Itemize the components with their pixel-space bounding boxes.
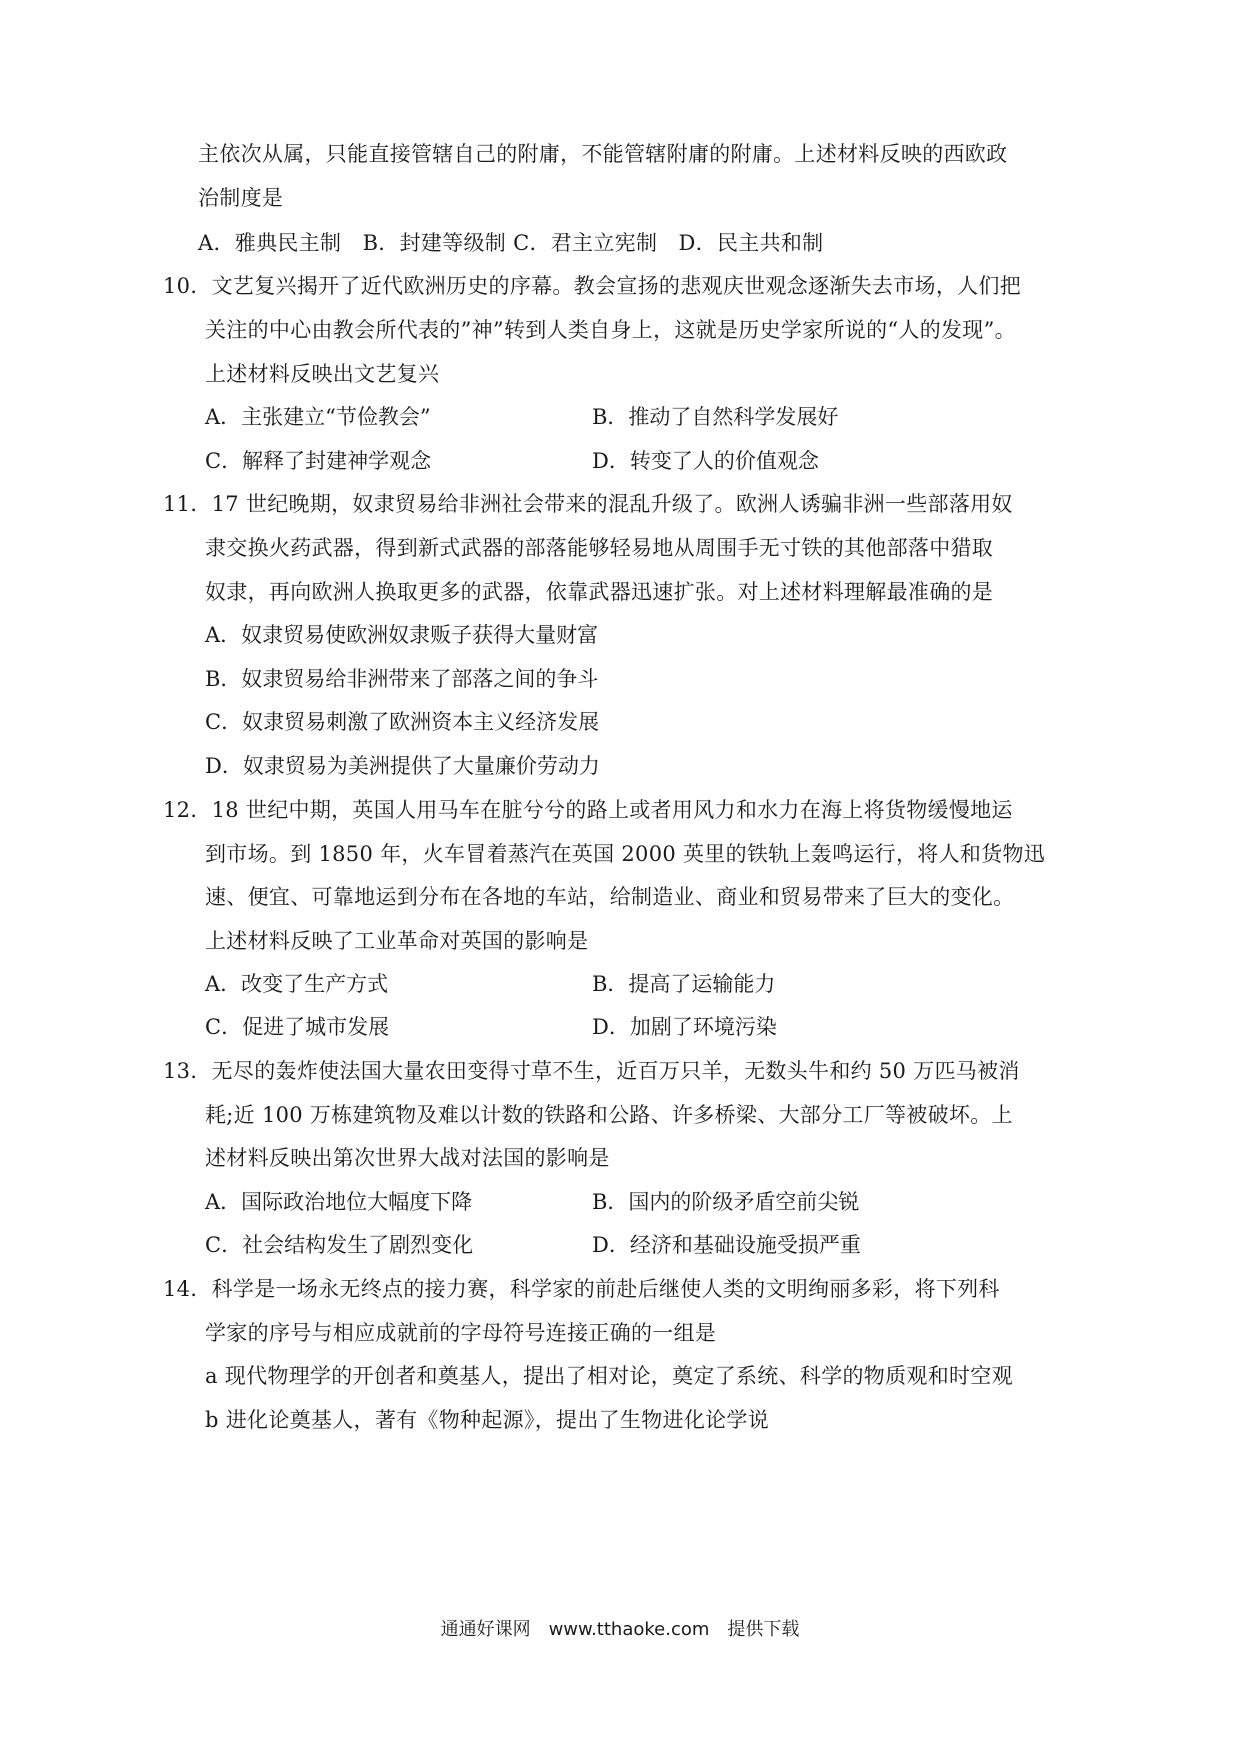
q10-text-line-1: 10．文艺复兴揭开了近代欧洲历史的序幕。教会宣扬的悲观庆世观念逐渐失去市场，人们把 [163,274,1022,298]
q14-item-a: a 现代物理学的开创者和奠基人，提出了相对论，奠定了系统、科学的物质观和时空观 [205,1364,1013,1388]
q11-option-c: C．奴隶贸易刺激了欧洲资本主义经济发展 [205,710,600,734]
q10-option-c: C．解释了封建神学观念 [205,449,432,473]
q13-option-b: B．国内的阶级矛盾空前尖锐 [592,1190,860,1214]
q12-option-c: C．促进了城市发展 [205,1015,390,1039]
q14-item-b: b 进化论奠基人，著有《物种起源》，提出了生物进化论学说 [205,1408,770,1432]
q12-text-line-1: 12．18 世纪中期，英国人用马车在脏兮兮的路上或者用风力和水力在海上将货物缓慢地运 [163,798,1013,822]
q13-option-d: D．经济和基础设施受损严重 [592,1233,861,1257]
q11-option-d: D．奴隶贸易为美洲提供了大量廉价劳动力 [205,754,600,778]
q13-text-line-1: 13．无尽的轰炸使法国大量农田变得寸草不生，近百万只羊，无数头牛和约 50 万匹马被消 [163,1059,1020,1083]
q10-option-b: B．推动了自然科学发展好 [592,405,839,429]
q12-option-b: B．提高了运输能力 [592,972,776,996]
q12-option-d: D．加剧了环境污染 [592,1015,777,1039]
q11-option-a: A．奴隶贸易使欧洲奴隶贩子获得大量财富 [205,623,599,647]
q13-option-c: C．社会结构发生了剧烈变化 [205,1233,474,1257]
q11-text-line-2: 隶交换火药武器，得到新式武器的部落能够轻易地从周围手无寸铁的其他部落中猎取 [205,536,994,560]
q9-options: A．雅典民主制 B．封建等级制 C．君主立宪制 D．民主共和制 [198,231,824,255]
q12-text-line-4: 上述材料反映了工业革命对英国的影响是 [205,929,589,953]
q10-text-line-3: 上述材料反映出文艺复兴 [205,362,440,386]
q10-text-line-2: 关注的中心由教会所代表的”神”转到人类自身上，这就是历史学家所说的“人的发现”。 [205,318,1016,342]
q13-option-a: A．国际政治地位大幅度下降 [205,1190,473,1214]
q13-text-line-3: 述材料反映出第次世界大战对法国的影响是 [205,1146,610,1170]
q11-text-line-3: 奴隶，再向欧洲人换取更多的武器，依靠武器迅速扩张。对上述材料理解最准确的是 [205,580,994,604]
q14-text-line-1: 14．科学是一场永无终点的接力赛，科学家的前赴后继使人类的文明绚丽多彩，将下列科 [163,1277,1000,1301]
q10-option-d: D．转变了人的价值观念 [592,449,819,473]
q11-option-b: B．奴隶贸易给非洲带来了部落之间的争斗 [205,667,599,691]
q12-option-a: A．改变了生产方式 [205,972,389,996]
q12-text-line-3: 速、便宜、可靠地运到分布在各地的车站，给制造业、商业和贸易带来了巨大的变化。 [205,885,1015,909]
q10-option-a: A．主张建立“节俭教会” [205,405,431,429]
q14-text-line-2: 学家的序号与相应成就前的字母符号连接正确的一组是 [205,1321,717,1345]
q12-text-line-2: 到市场。到 1850 年，火车冒着蒸汽在英国 2000 英里的铁轨上轰鸣运行，将人和货物迅 [205,842,1046,866]
page-footer: 通通好课网 www.tthaoke.com 提供下载 [440,1619,800,1640]
q9-text-line-1: 主依次从属，只能直接管辖自己的附庸，不能管辖附庸的附庸。上述材料反映的西欧政 [198,142,1008,166]
q11-text-line-1: 11．17 世纪晚期，奴隶贸易给非洲社会带来的混乱升级了。欧洲人诱骗非洲一些部落用奴 [163,492,1013,516]
q9-text-line-2: 治制度是 [198,186,284,210]
q13-text-line-2: 耗;近 100 万栋建筑物及难以计数的铁路和公路、许多桥梁、大部分工厂等被破坏。上 [205,1103,1013,1127]
